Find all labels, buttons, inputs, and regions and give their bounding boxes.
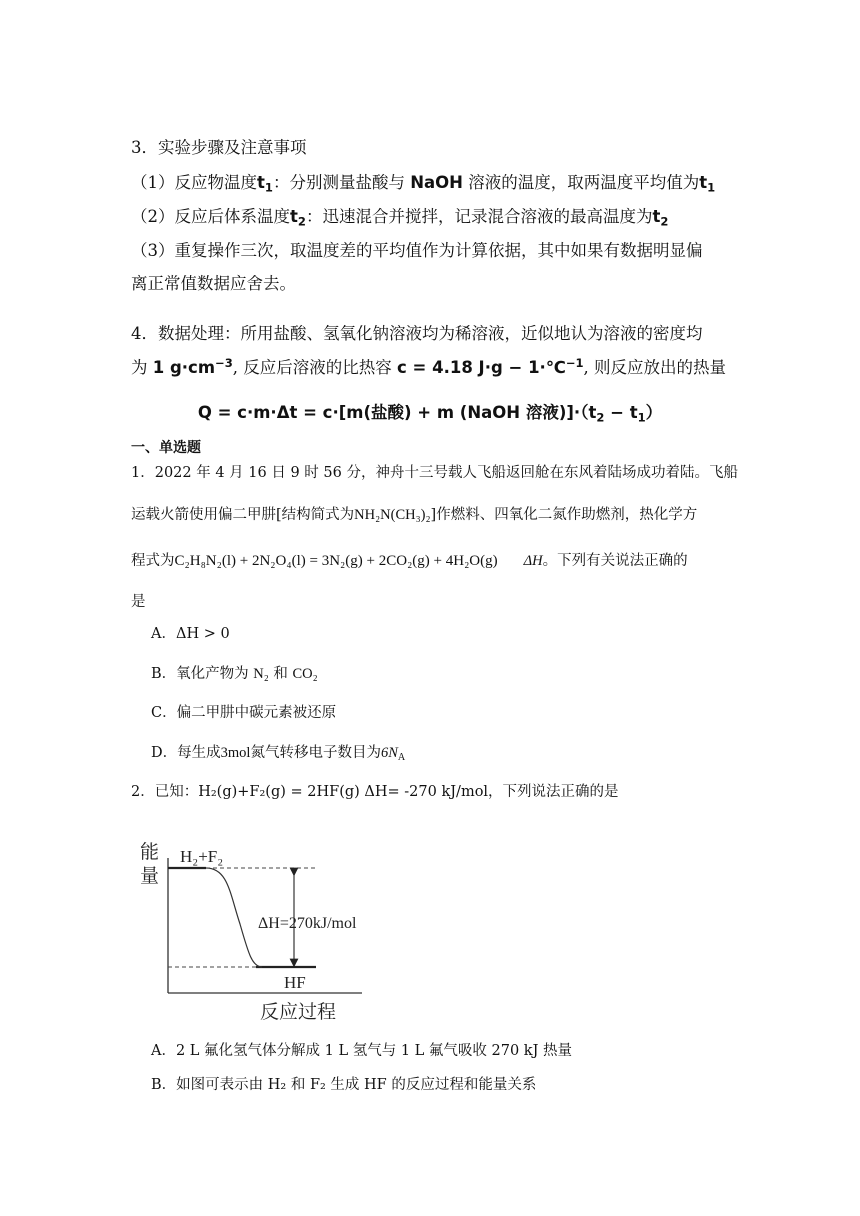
step2-sub2: 2 [660,214,669,229]
q1-option-d-ysub: A [397,752,406,764]
q1-option-b-y: CO₂ [292,666,318,682]
q1-option-d[interactable] [151,742,405,764]
q1-line2-b: ]作燃料、四氧化二氮作助燃剂，热化学方 [430,507,698,523]
step3-line2: 离正常值数据应舍去。 [131,274,296,293]
q1-compound-formula: NH₂N(CH₃)₂ [354,507,431,523]
step1-text-c: 溶液的温度，取两温度平均值为 [462,173,700,192]
q1-equation: C₂H₈N₂(l) + 2N₂O₄(l) = 3N₂(g) + 2CO₂(g) + 4H₂O(g) [174,553,498,569]
reaction-curve [206,868,262,967]
q1-option-c[interactable]: C．偏二甲肼中碳元素被还原 [151,705,337,721]
q1-option-d-b: 氮气转移电子数目为 [250,745,381,761]
step1-text-b: ：分别测量盐酸与 [272,173,411,192]
q1-line4: 是 [131,594,146,610]
s4-text-c: , 则反应放出的热量 [583,358,727,377]
q1-option-d-y: 6N [380,745,398,761]
formula-b: − t [604,403,638,422]
step1-var: t [257,173,265,192]
formula-s2: 1 [637,410,646,425]
q1-line3-a: 程式为 [131,553,175,569]
q1-option-b[interactable] [151,663,318,685]
part-title: 一、单选题 [131,440,201,456]
step2-var: t [290,207,298,226]
density-exp: −3 [215,356,233,371]
s4-text-b: , 反应后溶液的比热容 [232,358,397,377]
step1-var2: t [699,173,708,192]
product-label: HF [284,973,306,992]
formula-s1: 2 [596,410,605,425]
density-value: 1 g·cm [152,358,216,377]
step2-text-b: ：迅速混合并搅拌，记录混合溶液的最高温度为 [305,207,653,226]
section4-line1: 4．数据处理：所用盐酸、氢氧化钠溶液均为稀溶液，近似地认为溶液的密度均 [131,324,703,343]
q1-option-b-a: B．氧化产物为 [151,666,254,682]
specific-heat: c = 4.18 J·g − 1·℃ [397,358,566,377]
reactant-label: H₂+F₂ [180,847,224,866]
step2-text-a: （2）反应后体系温度 [131,207,290,226]
step2-sub: 2 [297,214,306,229]
q1-option-b-b: 和 [268,666,293,682]
q1-line3-b: 。下列有关说法正确的 [542,553,688,569]
q1-option-d-x: 3mol [220,745,251,761]
section3-heading: 3．实验步骤及注意事项 [131,138,307,157]
s4-text-a: 为 [131,358,153,377]
q1-line3 [131,550,688,572]
step1-sub: 1 [264,180,273,195]
q2-option-a[interactable]: A．2 L 氟化氢气体分解成 1 L 氢气与 1 L 氟气吸收 270 kJ 热量 [151,1043,573,1059]
step1-text-a: （1）反应物温度 [131,173,257,192]
delta-h-label: ΔH=270kJ/mol [258,915,357,932]
q1-delta-h: ΔH [523,553,543,569]
q1-line1: 1．2022 年 4 月 16 日 9 时 56 分，神舟十三号载人飞船返回舱在东风着陆场成功着陆。飞船 [131,465,738,481]
formula-c: ） [645,403,663,422]
specific-heat-exp: −1 [565,356,584,371]
step1-line [131,172,715,194]
step3-line1: （3）重复操作三次，取温度差的平均值作为计算依据，其中如果有数据明显偏 [131,241,703,260]
q1-option-b-x: N₂ [253,666,269,682]
formula-a: Q = c·m·Δt = c·[m(盐酸) + m (NaOH 溶液)]·（t [197,403,597,422]
q1-line2-a: 运载火箭使用偏二甲肼[结构简式为 [131,507,355,523]
x-axis-label: 反应过程 [260,1001,337,1023]
q1-line2 [131,504,697,526]
y-axis-label-2: 量 [140,865,160,887]
q2-option-b[interactable]: B．如图可表示由 H₂ 和 F₂ 生成 HF 的反应过程和能量关系 [151,1077,537,1093]
q2-stem: 2．已知：H₂(g)+F₂(g) = 2HF(g) ΔH= -270 kJ/mol，下列说法正确的是 [131,784,619,800]
y-axis-label-1: 能 [140,841,160,863]
section4-line2 [131,357,726,379]
heat-formula [0,402,860,424]
q1-option-d-a: D．每生成 [151,745,221,761]
step1-naoh: NaOH [410,173,463,192]
energy-diagram [130,834,390,1024]
step1-sub2: 1 [707,180,716,195]
q1-option-a[interactable]: A．ΔH > 0 [151,626,230,642]
step2-line [131,206,668,228]
step2-var2: t [652,207,661,226]
